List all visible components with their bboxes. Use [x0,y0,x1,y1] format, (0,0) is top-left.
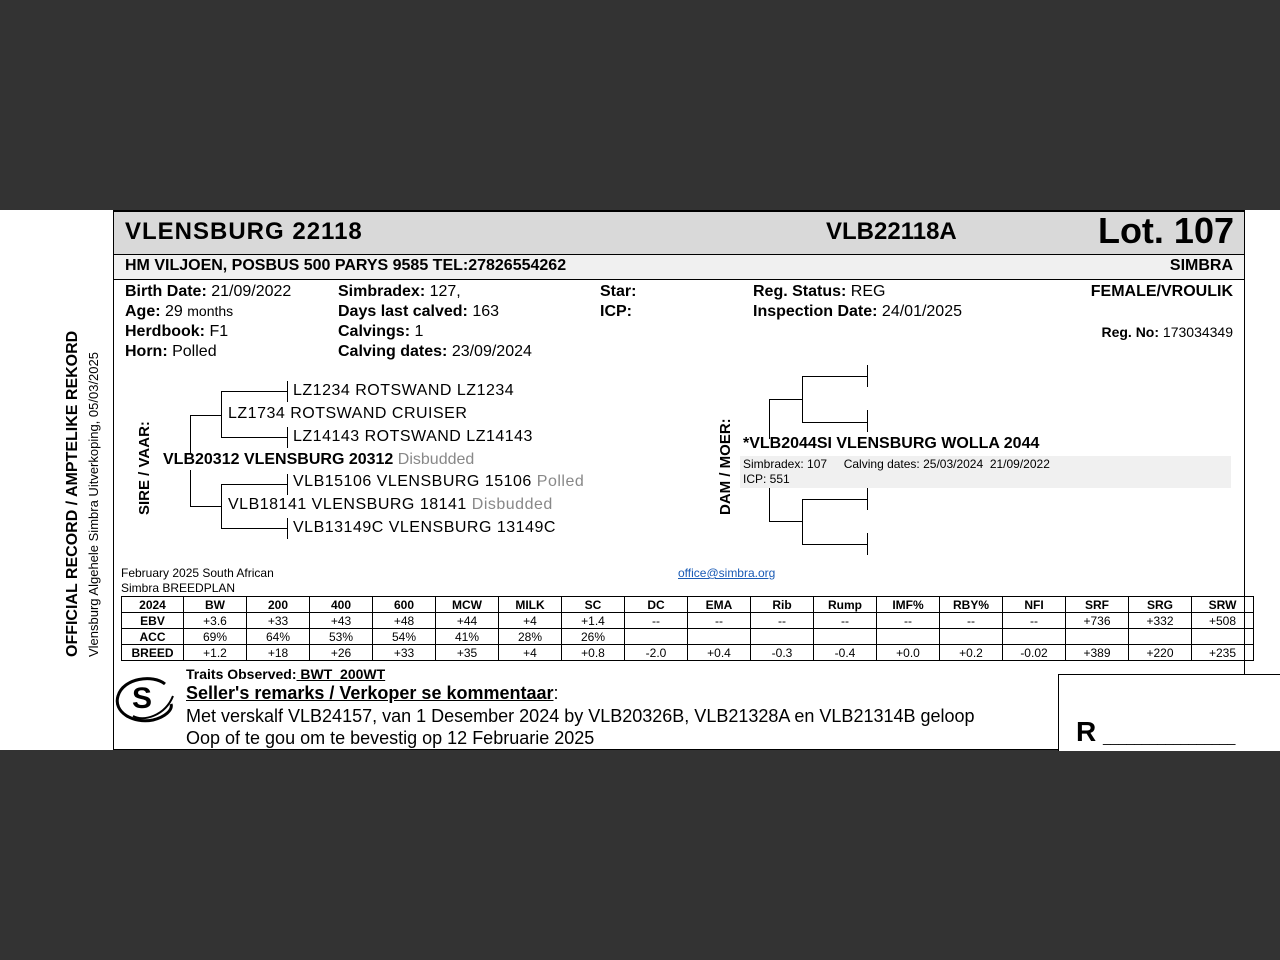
svg-text:S: S [132,682,153,715]
reg-no-value: 173034349 [1162,324,1233,340]
table-header-cell: 600 [373,597,436,613]
animal-name: VLENSBURG 22118 [125,218,363,245]
table-header-cell: SRG [1129,597,1192,613]
price-blank[interactable]: _________________ [1103,729,1236,745]
table-cell: +18 [247,645,310,661]
table-cell: +389 [1066,645,1129,661]
animal-id: VLB22118A [826,218,957,245]
simbradex [338,283,461,301]
sire-dam-note: Disbudded [471,496,553,513]
table-row [122,645,1254,661]
table-cell: -0.3 [751,645,814,661]
calving-dates-value: 23/09/2024 [451,343,532,360]
table-cell: +4 [499,613,562,629]
row-label-cell: ACC [122,629,184,645]
table-cell: +0.2 [940,645,1003,661]
sire-dam-sire [293,473,584,491]
table-cell: 26% [562,629,625,645]
birth-date-label: Birth Date: [125,283,207,300]
sire-dam [228,496,553,514]
age-value: 29 [165,303,183,320]
dam-name: *VLB2044SI VLENSBURG WOLLA 2044 [743,435,1040,452]
simbradex-value: 127, [429,283,461,300]
days-last-calved [338,303,499,321]
pedigree-line [802,376,867,377]
pedigree-line [769,521,803,522]
age-label: Age: [125,303,161,320]
table-cell: +220 [1129,645,1192,661]
table-header-cell: MCW [436,597,499,613]
sex-label: FEMALE/VROULIK [1090,283,1233,300]
pedigree-line [769,399,770,439]
pedigree-line [769,399,803,400]
table-cell: -2.0 [625,645,688,661]
table-cell: +48 [373,613,436,629]
table-header-cell: EMA [688,597,751,613]
table-header-row [122,597,1254,613]
table-cell: +0.0 [877,645,940,661]
star-label: Star: [600,283,637,300]
sire-name-note: Disbudded [397,451,475,468]
table-cell: +235 [1192,645,1254,661]
pedigree-line [867,488,868,510]
table-cell: +4 [499,645,562,661]
table-header-cell: MILK [499,597,562,613]
table-cell: +332 [1129,613,1192,629]
reg-status [753,283,885,301]
table-cell: +43 [310,613,373,629]
table-cell: -- [814,613,877,629]
calvings-value: 1 [414,323,424,340]
breedplan-caption-2: Simbra BREEDPLAN [121,581,236,595]
table-cell: +3.6 [184,613,247,629]
table-header-cell: 2024 [122,597,184,613]
pedigree-line [221,506,222,528]
table-cell: -- [625,613,688,629]
table-cell: 54% [373,629,436,645]
pedigree-line [287,381,288,402]
sire-name-value: VLB20312 VLENSBURG 20312 [163,451,394,468]
table-cell [625,629,688,645]
table-cell: +33 [247,613,310,629]
table-cell: +1.4 [562,613,625,629]
row-label-cell: EBV [122,613,184,629]
lot-number: Lot. 107 [1097,210,1234,251]
breedplan-caption-1: February 2025 South African [121,566,274,580]
sale-name-label: Vlensburg Algehele Simbra Uitverkoping, 05/03/2025 [86,352,101,657]
table-header-cell: 200 [247,597,310,613]
table-header-cell: 400 [310,597,373,613]
pedigree-line [190,470,191,506]
table-header-cell: Rib [751,597,814,613]
sire-dam-name: VLB18141 VLENSBURG 18141 [228,496,467,513]
remarks-line-1: Met verskalf VLB24157, van 1 Desember 2024 by VLB20326B, VLB21328A en VLB21314B geloop [186,706,975,726]
pedigree-line [221,437,287,438]
age-unit: months [187,303,234,319]
table-cell: 41% [436,629,499,645]
table-header-cell: SC [562,597,625,613]
table-cell: -- [1003,613,1066,629]
dam-label: DAM / MOER: [717,418,734,515]
pedigree-line [802,499,803,545]
sire-dam-sire-note: Polled [536,473,585,490]
table-cell: 69% [184,629,247,645]
pedigree-line [221,391,222,415]
simbra-logo-icon [113,676,177,726]
dam-info-line1: Simbradex: 107 Calving dates: 25/03/2024 21/09/2022 [743,457,1050,471]
sire-sire-dam: LZ14143 ROTSWAND LZ14143 [293,428,533,445]
pedigree-line [190,415,222,416]
table-cell: -0.4 [814,645,877,661]
email-link[interactable]: office@simbra.org [678,566,776,580]
lot-card [0,210,1280,750]
simbradex-label: Simbradex: [338,283,426,300]
table-cell: 28% [499,629,562,645]
pedigree-line [802,422,867,423]
table-row [122,613,1254,629]
reg-status-label: Reg. Status: [753,283,847,300]
days-value: 163 [472,303,500,320]
table-cell: -- [688,613,751,629]
sire-name [163,451,474,469]
reg-no [1101,324,1233,340]
herdbook-value: F1 [209,323,229,340]
table-cell: +44 [436,613,499,629]
pedigree-line [867,365,868,387]
pedigree-line [221,391,287,392]
horn [125,343,217,361]
sire-sire: LZ1234 ROTSWAND LZ1234 [293,382,515,399]
table-cell: 64% [247,629,310,645]
row-label-cell: BREED [122,645,184,661]
calvings [338,323,423,341]
table-header-cell: SRF [1066,597,1129,613]
pedigree-line [287,427,288,448]
pedigree-line [802,499,867,500]
pedigree-line [802,376,803,422]
table-cell [1192,629,1254,645]
table-header-cell: NFI [1003,597,1066,613]
table-header-cell: IMF% [877,597,940,613]
table-header-cell: RBY% [940,597,1003,613]
traits-observed [186,666,385,682]
remarks-line-2: Oop of te gou om te bevestig op 12 Februarie 2025 [186,728,595,748]
calving-dates-label: Calving dates: [338,343,448,360]
table-cell: -- [751,613,814,629]
pedigree-line [287,518,288,539]
inspection-date [753,303,962,321]
sire-sire-name: LZ1734 ROTSWAND CRUISER [228,405,468,422]
owner-line: HM VILJOEN, POSBUS 500 PARYS 9585 TEL:27826554262 [125,257,567,274]
table-cell [940,629,1003,645]
reg-status-value: REG [850,283,886,300]
table-row [122,629,1254,645]
sire-dam-dam: VLB13149C VLENSBURG 13149C [293,519,556,536]
pedigree-line [769,486,770,522]
calvings-label: Calvings: [338,323,411,340]
table-cell [814,629,877,645]
table-cell: +26 [310,645,373,661]
horn-label: Horn: [125,343,168,360]
inspection-value: 24/01/2025 [881,303,962,320]
table-cell: +0.8 [562,645,625,661]
herdbook-label: Herdbook: [125,323,205,340]
price-label: R [1076,716,1097,747]
pedigree-line [190,506,222,507]
dam-info-line2: ICP: 551 [743,472,790,486]
remarks-title: Seller's remarks / Verkoper se kommentaar: [186,683,559,703]
breedplan-table [121,596,1254,661]
table-header-cell: DC [625,597,688,613]
official-record-label: OFFICIAL RECORD / AMPTELIKE REKORD [64,330,81,657]
table-cell [688,629,751,645]
horn-value: Polled [172,343,217,360]
calving-dates [338,343,532,361]
table-cell [1129,629,1192,645]
table-cell [751,629,814,645]
table-cell: +33 [373,645,436,661]
table-cell [877,629,940,645]
pedigree-line [221,484,287,485]
remarks-title-text: Seller's remarks / Verkoper se kommentaar [186,683,554,703]
inspection-label: Inspection Date: [753,303,878,320]
table-header-cell: SRW [1192,597,1254,613]
table-header-cell: Rump [814,597,877,613]
table-cell: -- [940,613,1003,629]
pedigree-line [221,415,222,437]
birth-date [125,283,291,301]
table-cell: -0.02 [1003,645,1066,661]
traits-value: BWT 200WT [296,666,386,682]
sire-dam-sire-name: VLB15106 VLENSBURG 15106 [293,473,532,490]
breed-name: SIMBRA [1169,257,1233,274]
pedigree-line [802,544,867,545]
table-header-cell: BW [184,597,247,613]
table-cell [1003,629,1066,645]
pedigree-line [221,484,222,506]
pedigree-line [221,528,287,529]
table-cell: +508 [1192,613,1254,629]
icp-label: ICP: [600,303,632,320]
sire-label: SIRE / VAAR: [136,421,153,515]
reg-no-label: Reg. No: [1101,324,1160,340]
herdbook [125,323,228,341]
table-cell: +1.2 [184,645,247,661]
pedigree-line [867,410,868,432]
age [125,303,233,321]
table-cell: +736 [1066,613,1129,629]
table-cell: +35 [436,645,499,661]
table-cell [1066,629,1129,645]
birth-date-value: 21/09/2022 [211,283,292,300]
table-cell: +0.4 [688,645,751,661]
traits-label: Traits Observed: [186,666,297,682]
table-cell: 53% [310,629,373,645]
pedigree-line [867,533,868,555]
days-label: Days last calved: [338,303,468,320]
table-cell: -- [877,613,940,629]
pedigree-line [287,474,288,495]
pedigree-line [190,415,191,454]
